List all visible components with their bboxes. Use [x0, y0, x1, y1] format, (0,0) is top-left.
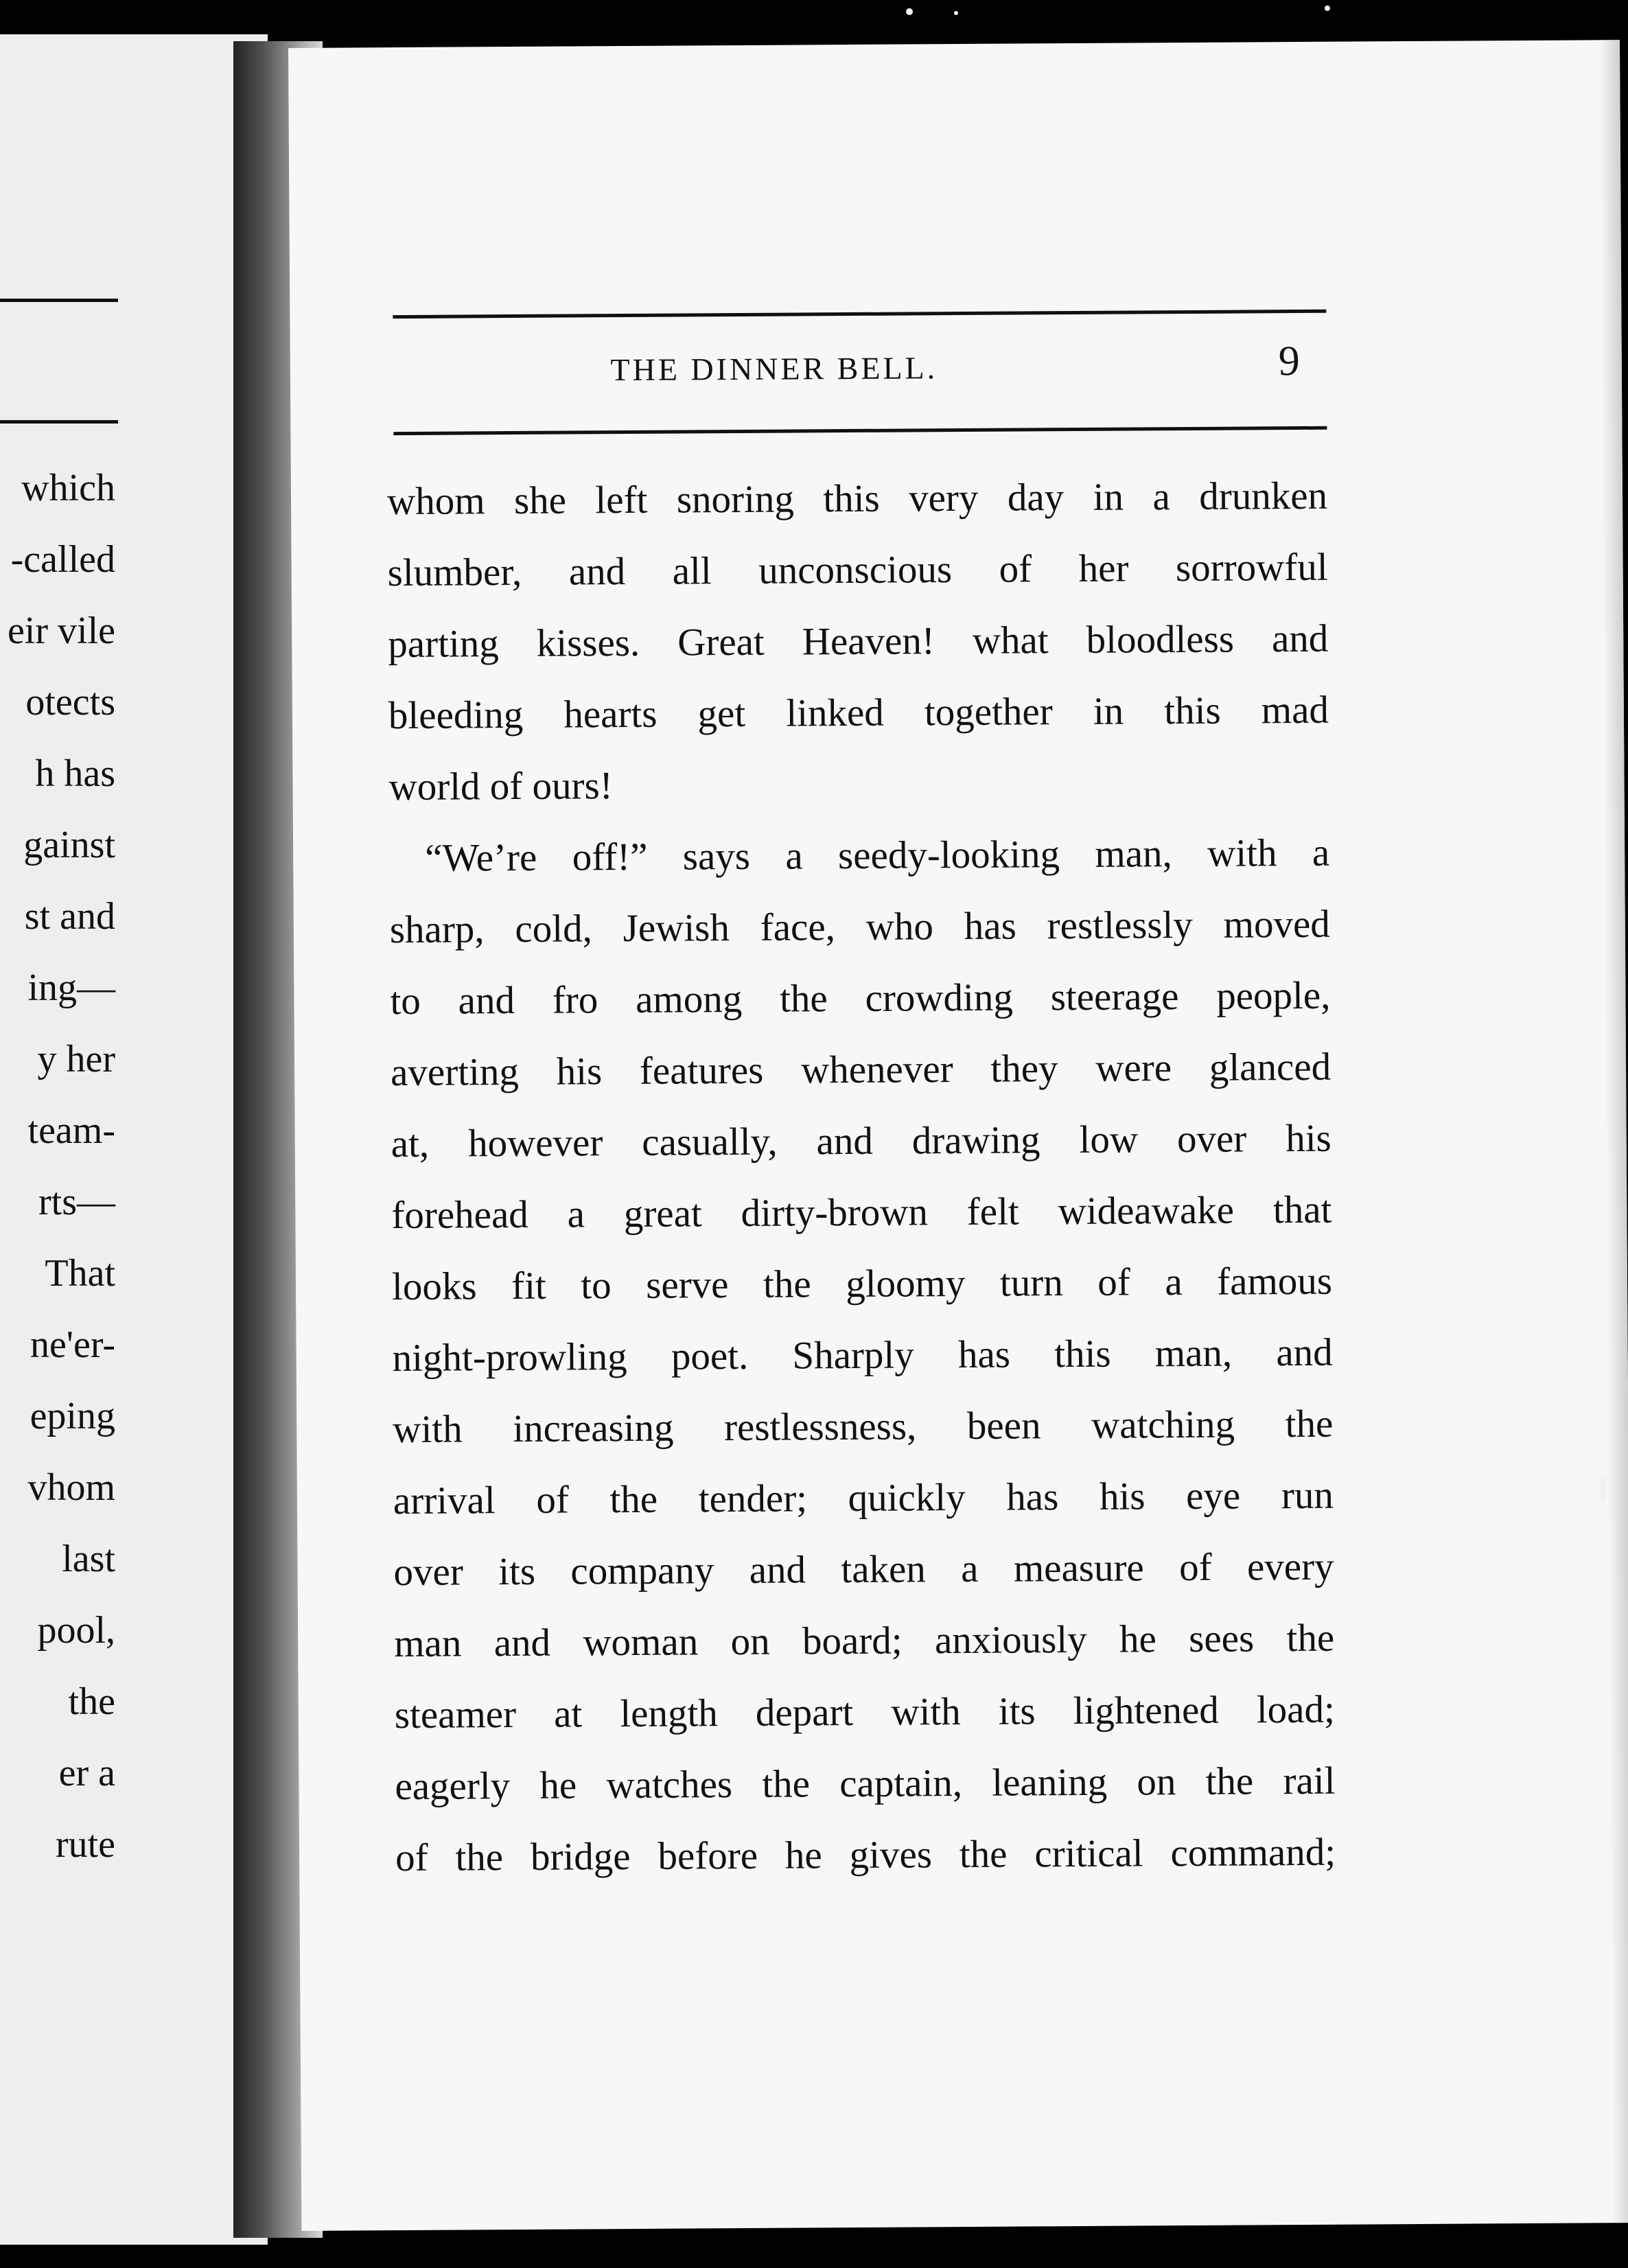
text-line: man and woman on board; anxiously he sees the	[394, 1616, 1335, 1666]
text-line: with increasing restlessness, been watching the	[393, 1402, 1334, 1452]
text-line: forehead a great dirty-brown felt wideawake that	[391, 1188, 1332, 1238]
text-line: of the bridge before he gives the critical command;	[395, 1830, 1336, 1880]
text-line: looks fit to serve the gloomy turn of a famous	[391, 1259, 1333, 1309]
left-line: the	[68, 1680, 115, 1723]
left-line: rute	[55, 1823, 115, 1866]
left-line: last	[62, 1538, 115, 1580]
left-line: ne'er-	[30, 1323, 115, 1366]
left-line: h has	[35, 752, 115, 795]
text-line: over its company and taken a measure of every	[393, 1544, 1334, 1595]
page-number: 9	[1278, 338, 1301, 385]
left-line: er a	[58, 1752, 115, 1794]
header-rule-top	[393, 310, 1326, 319]
left-line: pool,	[37, 1609, 115, 1652]
text-line: arrival of the tender; quickly has his eye run	[393, 1473, 1334, 1523]
left-line: which	[21, 467, 115, 509]
header-rule-bottom	[393, 426, 1327, 435]
text-line: slumber, and all unconscious of her sorrowful	[387, 545, 1328, 595]
left-line: gainst	[23, 824, 115, 866]
scan-speck	[1325, 5, 1330, 11]
left-line: -called	[10, 538, 115, 581]
text-line: “We’re off!” says a seedy-looking man, with a	[425, 831, 1330, 880]
left-line: ing—	[27, 967, 115, 1009]
text-line: whom she left snoring this very day in a drunken	[386, 474, 1328, 524]
text-line: sharp, cold, Jewish face, who has restlessly moved	[389, 902, 1331, 952]
left-line: rts—	[38, 1181, 115, 1223]
left-header-rule-bottom	[0, 420, 118, 424]
running-head: THE DINNER BELL.	[610, 350, 938, 388]
text-line: world of ours!	[388, 764, 613, 809]
text-line: steamer at length depart with its lightened load;	[394, 1687, 1336, 1737]
text-line: parting kisses. Great Heaven! what bloodless and	[388, 616, 1329, 667]
left-line: eping	[30, 1395, 115, 1437]
left-line: team-	[27, 1109, 115, 1152]
scan-speck	[906, 8, 913, 15]
left-line: That	[45, 1252, 115, 1295]
text-line: at, however casually, and drawing low over his	[391, 1116, 1332, 1166]
scan-speck	[954, 11, 958, 15]
left-line: eir vile	[7, 610, 115, 652]
text-line: bleeding hearts get linked together in this mad	[388, 688, 1329, 738]
text-line: averting his features whenever they were glanced	[390, 1045, 1332, 1095]
text-line: eagerly he watches the captain, leaning on the rail	[395, 1759, 1336, 1809]
left-line: st and	[24, 895, 115, 938]
left-header-rule-top	[0, 299, 118, 302]
text-line: night-prowling poet. Sharply has this man, and	[392, 1330, 1333, 1380]
page-edge-shadow	[1599, 40, 1628, 2223]
body-text	[387, 461, 1336, 1894]
scan-speck	[1599, 1476, 1606, 1503]
left-line: vhom	[27, 1466, 115, 1509]
page-right	[288, 40, 1628, 2231]
left-line: otects	[25, 681, 115, 724]
left-line: y her	[37, 1038, 115, 1080]
facing-page-left	[0, 34, 268, 2245]
text-line: to and fro among the crowding steerage people,	[390, 973, 1331, 1023]
